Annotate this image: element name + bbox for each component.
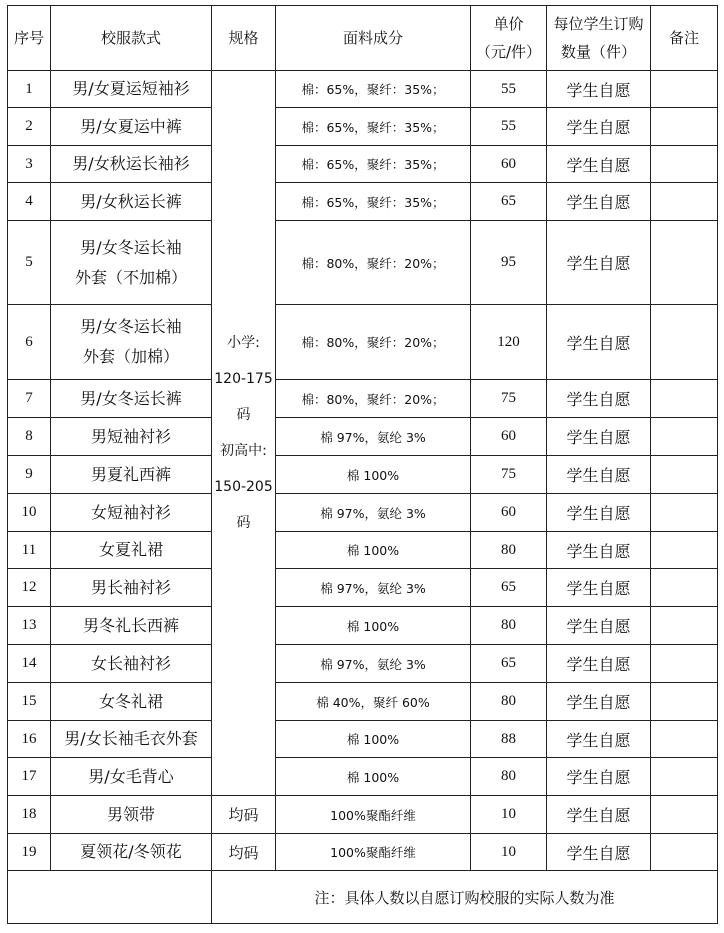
- fabric-composition: 棉 97%，氨纶 3%: [276, 418, 471, 456]
- uniform-style-line: 外套（不加棉）: [74, 267, 187, 287]
- fabric-composition: 棉：80%，聚纤：20%；: [276, 380, 471, 418]
- order-quantity: 学生自愿: [547, 645, 651, 683]
- unit-price: 65: [471, 183, 547, 221]
- table-row: [8, 108, 718, 146]
- footer-note: 注：具体人数以自愿订购校服的实际人数为准: [212, 871, 718, 924]
- unit-price: 75: [471, 456, 547, 494]
- unit-price: 65: [471, 645, 547, 683]
- unit-price: 55: [471, 108, 547, 146]
- uniform-style-line: 男/女冬运长裤: [80, 388, 182, 408]
- order-quantity: 学生自愿: [547, 569, 651, 607]
- table-row: [8, 721, 718, 758]
- row-number: 16: [8, 721, 51, 758]
- uniform-style: [51, 108, 212, 146]
- uniform-style: [51, 532, 212, 569]
- header-row: [8, 6, 718, 71]
- size-spec-line: 小学:: [227, 335, 260, 351]
- table-row: [8, 146, 718, 183]
- uniform-style: [51, 758, 212, 796]
- table-row: [8, 305, 718, 380]
- uniform-style-line: 夏领花/冬领花: [80, 842, 182, 861]
- remark-cell: [651, 146, 718, 183]
- order-quantity: 学生自愿: [547, 380, 651, 418]
- uniform-style: [51, 607, 212, 645]
- unit-price: 95: [471, 221, 547, 305]
- fabric-composition: 棉 97%，氨纶 3%: [276, 494, 471, 532]
- size-spec-line: 码: [236, 407, 251, 423]
- remark-cell: [651, 71, 718, 108]
- fabric-composition: 棉：65%，聚纤：35%；: [276, 108, 471, 146]
- table-row: [8, 456, 718, 494]
- table-row: [8, 758, 718, 796]
- order-quantity: 学生自愿: [547, 183, 651, 221]
- row-number: 13: [8, 607, 51, 645]
- header-qty: 每位学生订购 数量（件）: [547, 6, 651, 71]
- uniform-style: [51, 796, 212, 834]
- uniform-style: [51, 418, 212, 456]
- fabric-composition: 棉 40%，聚纤 60%: [276, 683, 471, 721]
- fabric-composition: 100%聚酯纤维: [276, 796, 471, 834]
- table-row: [8, 494, 718, 532]
- fabric-composition: 棉 100%: [276, 607, 471, 645]
- uniform-style-line: 男夏礼西裤: [90, 464, 171, 484]
- uniform-style: [51, 221, 212, 305]
- order-quantity: 学生自愿: [547, 834, 651, 871]
- row-number: 12: [8, 569, 51, 607]
- uniform-style-line: 男领带: [106, 804, 155, 824]
- table-row: [8, 796, 718, 834]
- size-spec: 均码: [212, 834, 276, 871]
- unit-price: 88: [471, 721, 547, 758]
- fabric-composition: 棉：80%，聚纤：20%；: [276, 221, 471, 305]
- table-row: [8, 71, 718, 108]
- row-number: 6: [8, 305, 51, 380]
- uniform-style-line: 男/女秋运长袖衫: [72, 154, 190, 173]
- size-spec-line: 120-175: [214, 371, 273, 387]
- fabric-composition: 棉 97%，氨纶 3%: [276, 645, 471, 683]
- uniform-style: [51, 645, 212, 683]
- row-number: 17: [8, 758, 51, 796]
- fabric-composition: 棉 100%: [276, 456, 471, 494]
- size-spec-line: 150-205: [214, 479, 273, 495]
- uniform-style-line: 男/女冬运长袖: [80, 317, 182, 336]
- uniform-style-line: 女短袖衬衫: [90, 502, 171, 522]
- row-number: 7: [8, 380, 51, 418]
- table-row: [8, 683, 718, 721]
- unit-price: 10: [471, 834, 547, 871]
- uniform-style-line: 男/女冬运长袖: [80, 237, 182, 257]
- uniform-style: [51, 683, 212, 721]
- row-number: 10: [8, 494, 51, 532]
- table-body: [8, 71, 718, 924]
- header-fabric: 面料成分: [276, 6, 471, 71]
- size-spec-merged: [212, 71, 276, 796]
- uniform-style: [51, 569, 212, 607]
- table-row: [8, 834, 718, 871]
- unit-price: 80: [471, 607, 547, 645]
- remark-cell: [651, 108, 718, 146]
- row-number: 2: [8, 108, 51, 146]
- uniform-style: [51, 146, 212, 183]
- uniform-price-table: [7, 5, 718, 924]
- row-number: 14: [8, 645, 51, 683]
- remark-cell: [651, 221, 718, 305]
- order-quantity: 学生自愿: [547, 456, 651, 494]
- unit-price: 60: [471, 494, 547, 532]
- uniform-style: [51, 183, 212, 221]
- header-no: 序号: [8, 6, 51, 71]
- remark-cell: [651, 456, 718, 494]
- order-quantity: 学生自愿: [547, 418, 651, 456]
- remark-cell: [651, 380, 718, 418]
- header-spec: 规格: [212, 6, 276, 71]
- row-number: 5: [8, 221, 51, 305]
- table-row: [8, 418, 718, 456]
- uniform-style-line: 男冬礼长西裤: [82, 615, 179, 635]
- table-row: [8, 645, 718, 683]
- row-number: 19: [8, 834, 51, 871]
- table-row: [8, 569, 718, 607]
- unit-price: 80: [471, 758, 547, 796]
- unit-price: 55: [471, 71, 547, 108]
- remark-cell: [651, 494, 718, 532]
- uniform-style: [51, 380, 212, 418]
- order-quantity: 学生自愿: [547, 305, 651, 380]
- fabric-composition: 棉 100%: [276, 758, 471, 796]
- uniform-style: [51, 721, 212, 758]
- fabric-composition: 棉：80%，聚纤：20%；: [276, 305, 471, 380]
- unit-price: 10: [471, 796, 547, 834]
- uniform-style: [51, 456, 212, 494]
- uniform-style-line: 外套（加棉）: [82, 347, 179, 366]
- fabric-composition: 棉 97%，氨纶 3%: [276, 569, 471, 607]
- remark-cell: [651, 683, 718, 721]
- row-number: 3: [8, 146, 51, 183]
- footer-blank-cell: [8, 871, 212, 924]
- table-row: [8, 607, 718, 645]
- table-row: [8, 221, 718, 305]
- fabric-composition: 棉：65%，聚纤：35%；: [276, 146, 471, 183]
- row-number: 18: [8, 796, 51, 834]
- uniform-style-line: 男/女夏运短袖衫: [72, 79, 190, 98]
- footer-row: [8, 871, 718, 924]
- uniform-style-line: 男/女长袖毛衣外套: [64, 729, 198, 748]
- order-quantity: 学生自愿: [547, 607, 651, 645]
- order-quantity: 学生自愿: [547, 108, 651, 146]
- order-quantity: 学生自愿: [547, 796, 651, 834]
- size-spec-line: 初高中:: [220, 443, 267, 459]
- order-quantity: 学生自愿: [547, 221, 651, 305]
- header-price: 单价 （元/件）: [471, 6, 547, 71]
- unit-price: 80: [471, 532, 547, 569]
- size-spec: 均码: [212, 796, 276, 834]
- size-spec-line: 码: [236, 515, 251, 531]
- remark-cell: [651, 607, 718, 645]
- unit-price: 65: [471, 569, 547, 607]
- remark-cell: [651, 418, 718, 456]
- uniform-style-line: 女长袖衬衫: [90, 653, 171, 673]
- header-remark: 备注: [651, 6, 718, 71]
- row-number: 15: [8, 683, 51, 721]
- fabric-composition: 100%聚酯纤维: [276, 834, 471, 871]
- remark-cell: [651, 305, 718, 380]
- table-row: [8, 380, 718, 418]
- row-number: 11: [8, 532, 51, 569]
- row-number: 8: [8, 418, 51, 456]
- order-quantity: 学生自愿: [547, 494, 651, 532]
- fabric-composition: 棉 100%: [276, 532, 471, 569]
- header-style: 校服款式: [51, 6, 212, 71]
- uniform-style: [51, 305, 212, 380]
- order-quantity: 学生自愿: [547, 71, 651, 108]
- fabric-composition: 棉：65%，聚纤：35%；: [276, 71, 471, 108]
- fabric-composition: 棉：65%，聚纤：35%；: [276, 183, 471, 221]
- uniform-style-line: 男长袖衬衫: [90, 577, 171, 597]
- remark-cell: [651, 796, 718, 834]
- unit-price: 75: [471, 380, 547, 418]
- row-number: 1: [8, 71, 51, 108]
- order-quantity: 学生自愿: [547, 146, 651, 183]
- uniform-style: [51, 834, 212, 871]
- remark-cell: [651, 758, 718, 796]
- uniform-style-line: 男/女秋运长裤: [80, 191, 182, 211]
- remark-cell: [651, 645, 718, 683]
- uniform-style: [51, 71, 212, 108]
- row-number: 4: [8, 183, 51, 221]
- uniform-style-line: 女夏礼裙: [98, 540, 163, 559]
- fabric-composition: 棉 100%: [276, 721, 471, 758]
- uniform-style-line: 男/女毛背心: [88, 766, 174, 786]
- order-quantity: 学生自愿: [547, 532, 651, 569]
- order-quantity: 学生自愿: [547, 758, 651, 796]
- remark-cell: [651, 532, 718, 569]
- unit-price: 60: [471, 418, 547, 456]
- table-row: [8, 183, 718, 221]
- row-number: 9: [8, 456, 51, 494]
- uniform-style: [51, 494, 212, 532]
- remark-cell: [651, 834, 718, 871]
- unit-price: 60: [471, 146, 547, 183]
- unit-price: 80: [471, 683, 547, 721]
- unit-price: 120: [471, 305, 547, 380]
- uniform-style-line: 女冬礼裙: [98, 691, 163, 711]
- order-quantity: 学生自愿: [547, 721, 651, 758]
- remark-cell: [651, 721, 718, 758]
- uniform-style-line: 男短袖衬衫: [90, 426, 171, 446]
- table-row: [8, 532, 718, 569]
- order-quantity: 学生自愿: [547, 683, 651, 721]
- uniform-style-line: 男/女夏运中裤: [80, 116, 182, 136]
- remark-cell: [651, 183, 718, 221]
- remark-cell: [651, 569, 718, 607]
